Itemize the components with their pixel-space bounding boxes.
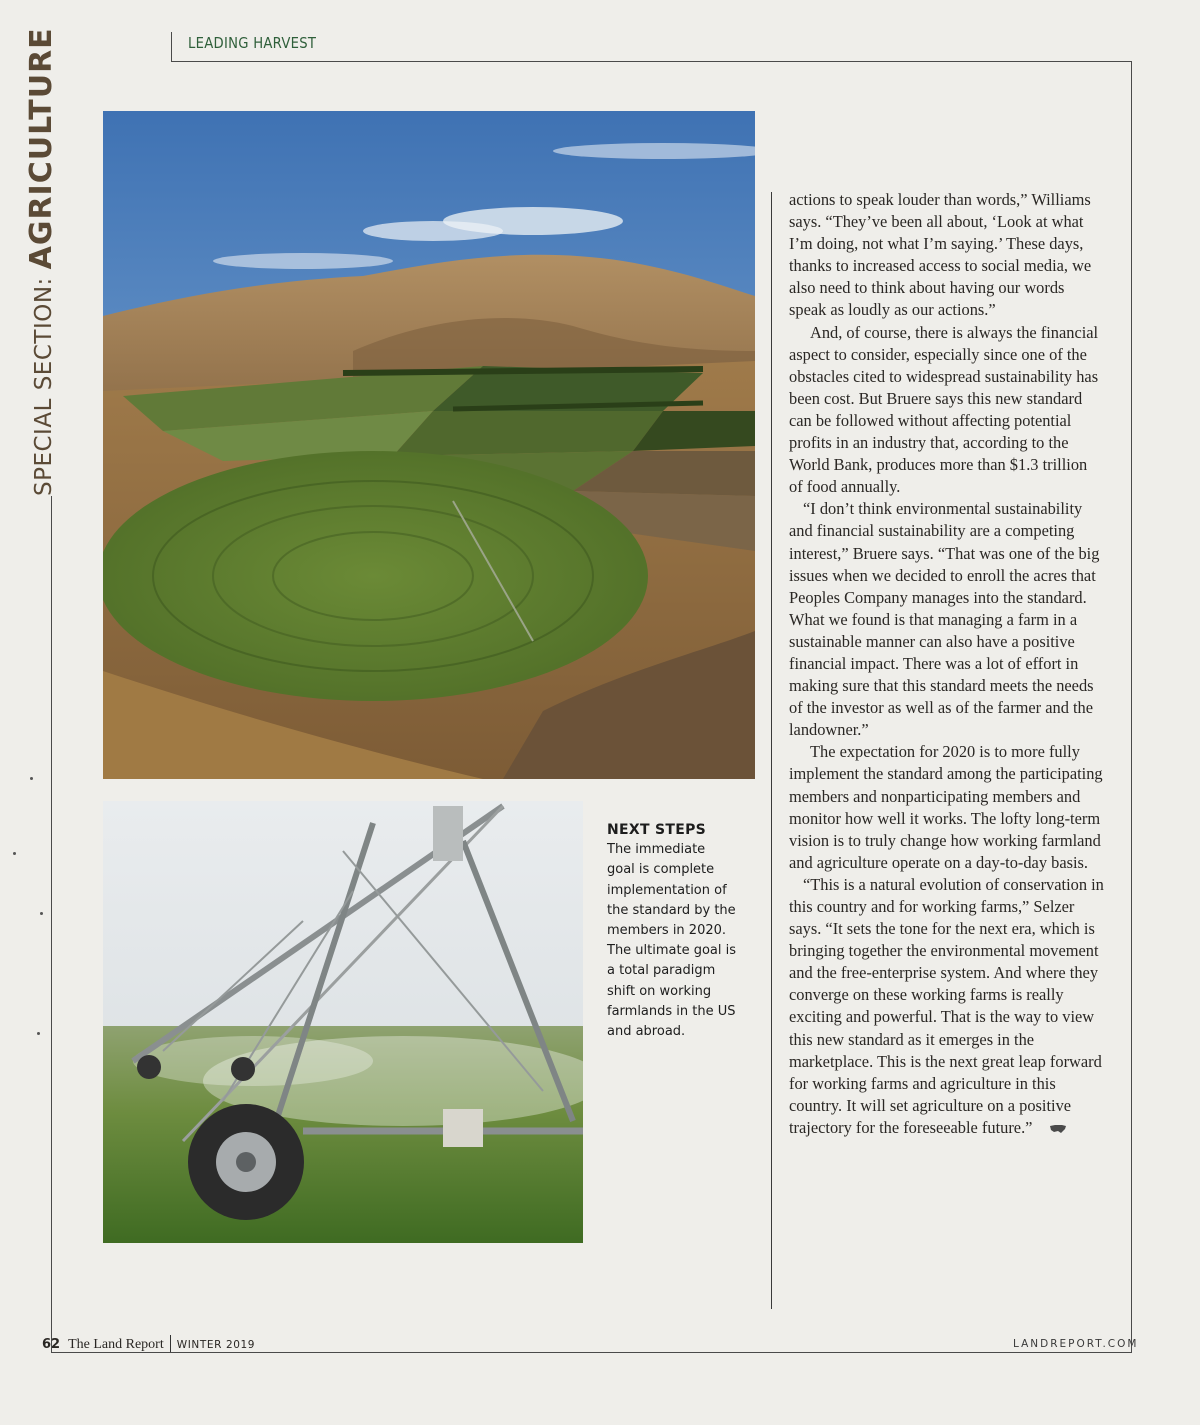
print-speck [13,852,16,855]
section-label-prefix: SPECIAL SECTION: [31,269,57,496]
article-paragraph-last [789,874,1104,1139]
frame-line-left [51,496,52,1353]
section-label [24,27,60,496]
frame-line-top-left [171,32,172,62]
print-speck [30,777,33,780]
page-number: 62 [42,1337,61,1352]
section-kicker: LEADING HARVEST [188,34,317,52]
issue-label: WINTER 2019 [176,1339,256,1351]
article-paragraph: actions to speak louder than words,” Williams says. “They’ve been all about, ‘Look at what I’m doing, not what I’m saying.’ These days, thanks to increased access to social media, we also need to think about having our words speak as loudly as our actions.” [789,190,1092,320]
caption-body: The immediate goal is complete implementation of the standard by the members in 2020. The ultimate goal is a total paradigm shift on working farmlands in the US and abroad. [607,842,737,1040]
print-speck [40,912,43,915]
article-body [789,189,1104,1139]
caption-title: NEXT STEPS [607,822,707,838]
aerial-farmland-photo [103,111,755,779]
frame-line-right [1131,61,1132,1353]
photo-caption [607,820,737,1042]
publication-name: The Land Report [68,1337,164,1352]
section-label-word: AGRICULTURE [24,27,59,270]
footer-separator [170,1335,171,1352]
footer-left [42,1335,255,1353]
article-paragraph: “I don’t think environmental sustainability and financial sustainability are a competing interest,” Bruere says. “That was one of the big issues when we decided to enroll the acres that Peoples Company manages into the standard. What we found is that managing a farm in a sustainable manner can also have a positive financial impact. There was a lot of effort in making sure that this standard meets the needs of the investor as well as of the farmer and the landowner.” [789,499,1100,740]
frame-line-top [171,61,1132,62]
column-rule [771,192,772,1309]
article-paragraph: And, of course, there is always the financial aspect to consider, especially since one of the obstacles cited to widespread sustainability has been cost. But Bruere says this new standard can be followed without affecting potential profits in an industry that, according to the World Bank, produces more than $1.3 trillion of food annually. [789,322,1099,497]
article-paragraph: The expectation for 2020 is to more fully implement the standard among the participating members and nonparticipating members and monitor how well it works. The lofty long-term vision is to truly change how working farmland and agriculture operate on a day-to-day basis. [789,742,1103,872]
website-label: LANDREPORT.COM [1013,1338,1139,1350]
print-speck [37,1032,40,1035]
article-paragraph-text: “This is a natural evolution of conservation in this country and for working farms,” Selzer says. “It sets the tone for the next era, which is bringing together the environmental movement and the free-enterprise system. And where they converge on these working farms is really exciting and powerful. That is the way to view this new standard as it emerges in the marketplace. This is the next great leap forward for working farms and agriculture in this country. It will set agriculture on a positive trajectory for the foreseeable future.” [789,874,1104,1137]
us-map-icon [1035,1118,1053,1128]
irrigation-pivot-photo [103,801,583,1243]
